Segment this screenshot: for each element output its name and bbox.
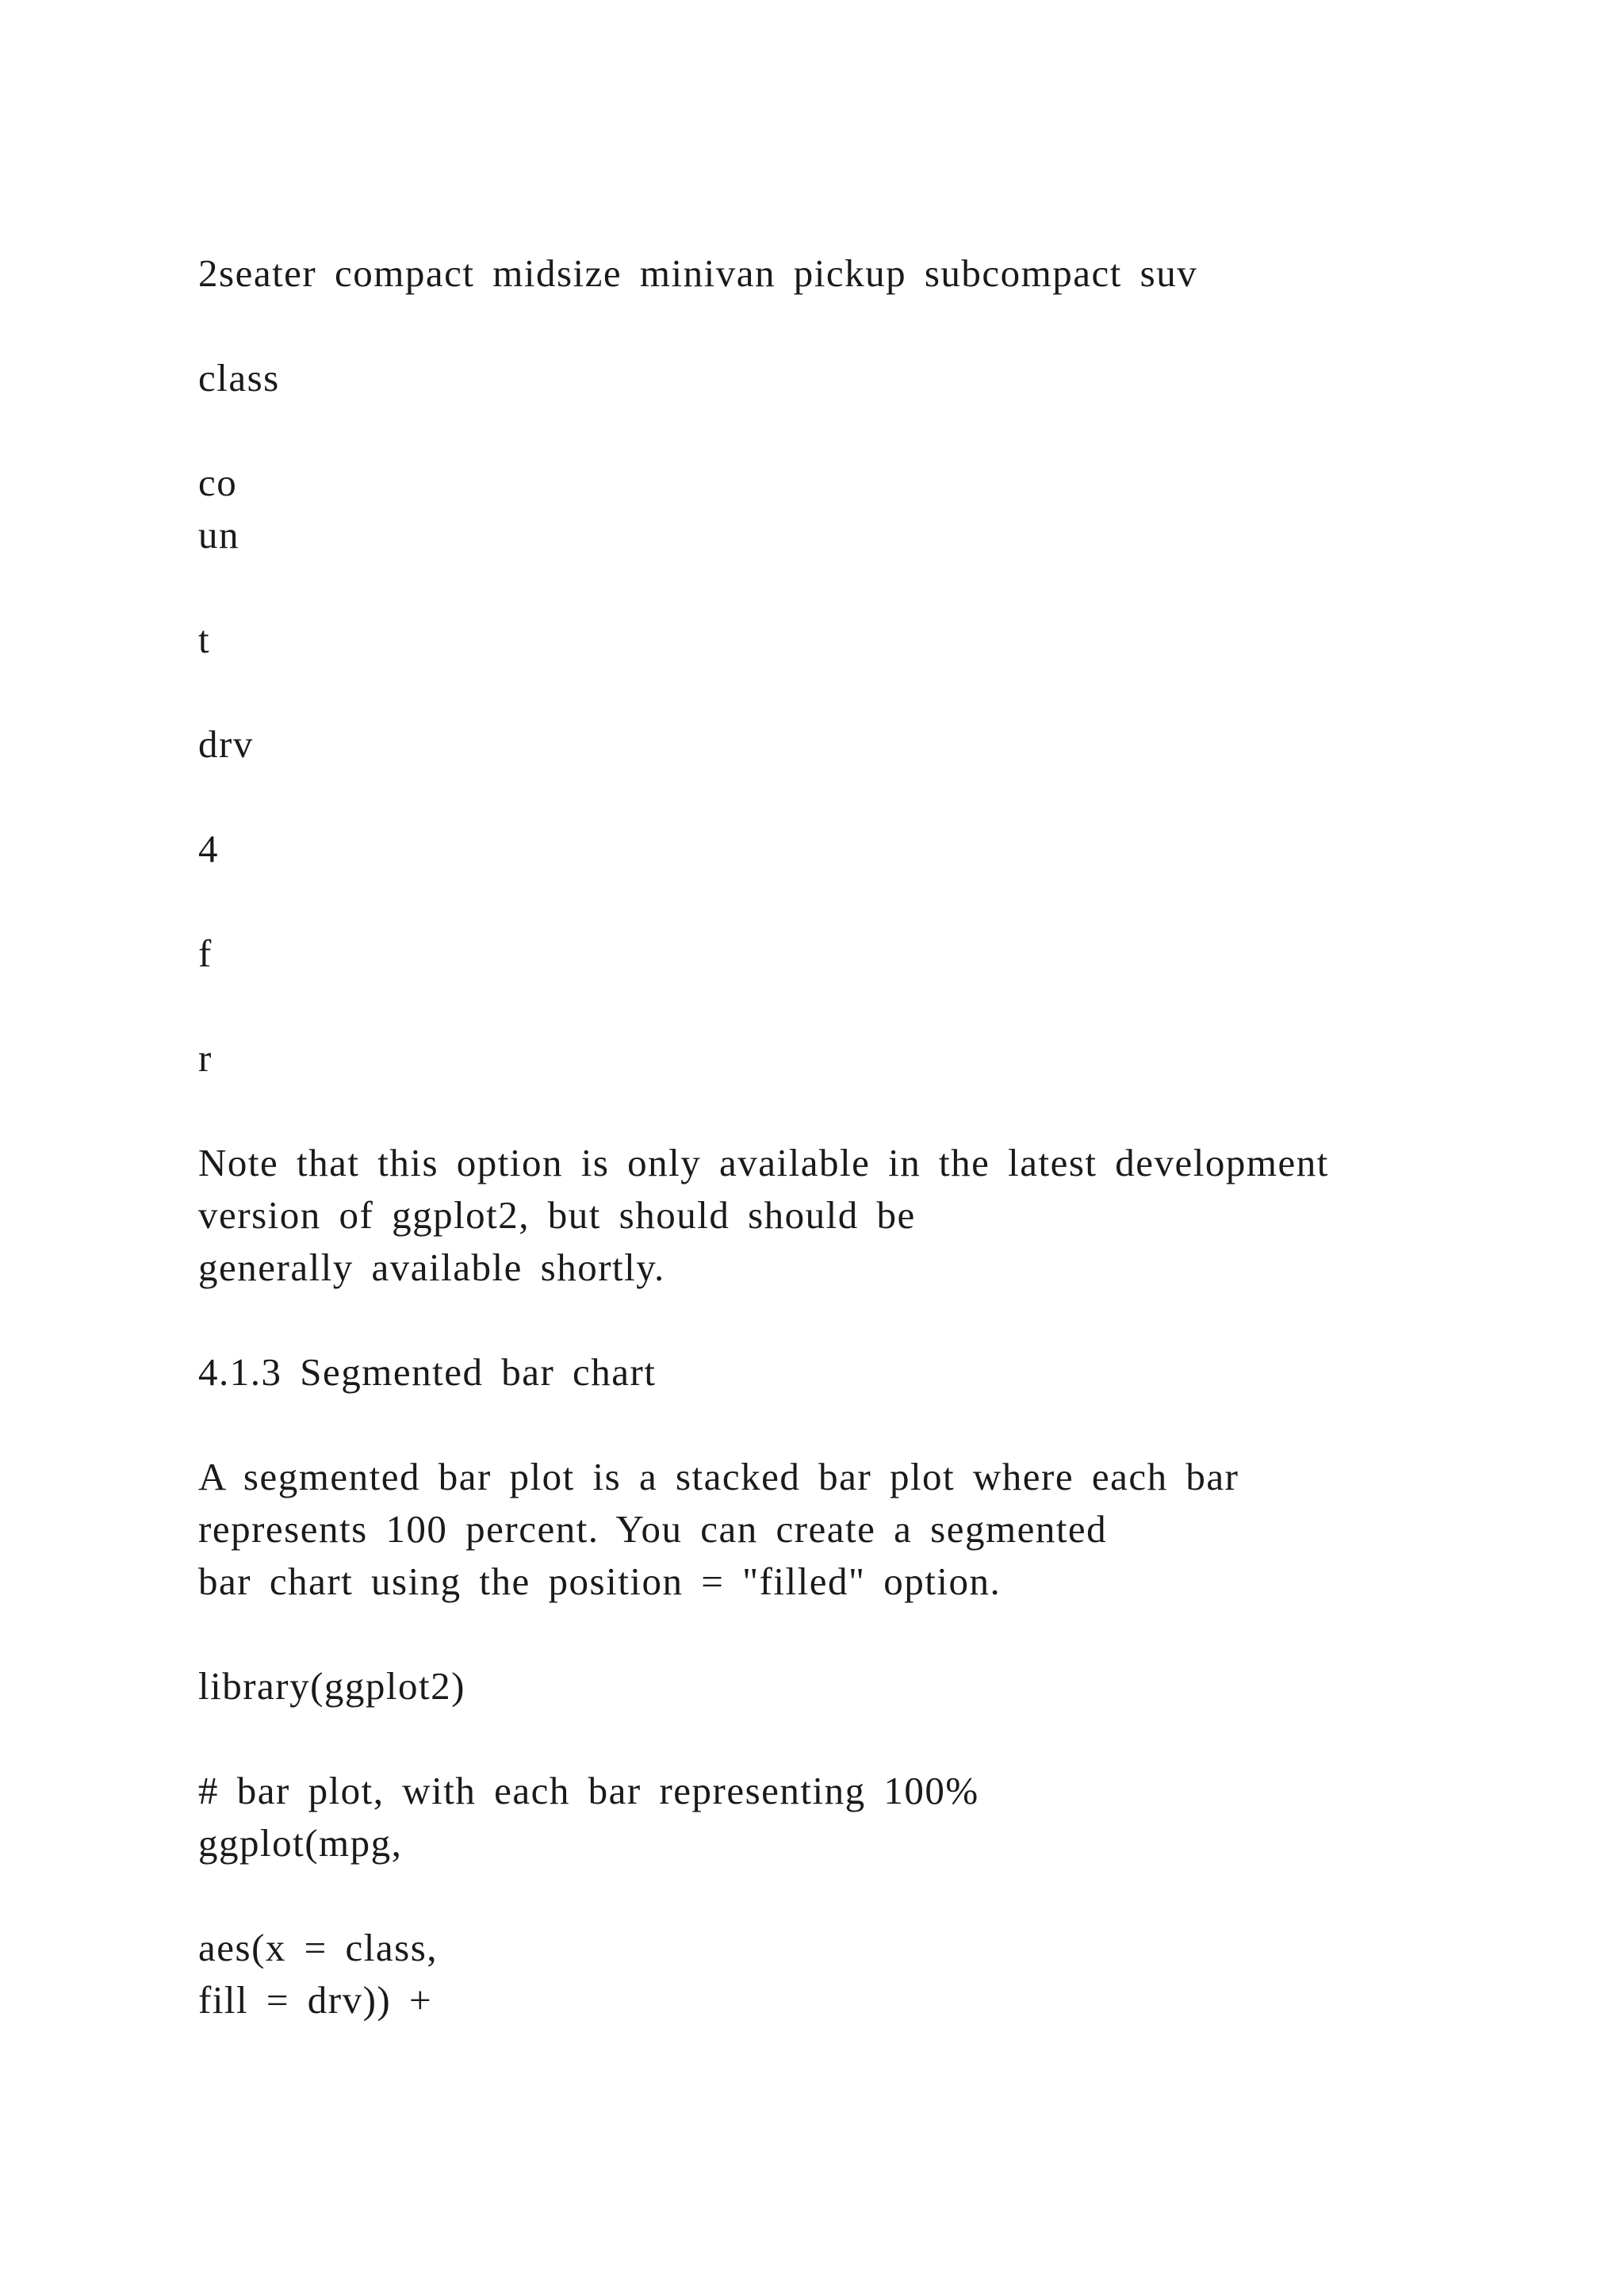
axis-y-title-part-2: un — [198, 513, 239, 557]
axis-y-title-part-1: co — [198, 461, 238, 504]
code-line-library: library(ggplot2) — [198, 1664, 465, 1708]
note-paragraph-line-3: generally available shortly. — [198, 1246, 665, 1289]
axis-category-labels: 2seater compact midsize minivan pickup subcompact suv — [198, 251, 1198, 295]
code-comment: # bar plot, with each bar representing 100% — [198, 1769, 979, 1812]
body-paragraph-line-1: A segmented bar plot is a stacked bar plot where each bar — [198, 1455, 1239, 1498]
body-paragraph-line-2: represents 100 percent. You can create a segmented — [198, 1507, 1108, 1551]
axis-x-title: class — [198, 356, 280, 400]
axis-y-title-part-3: t — [198, 618, 211, 661]
code-line-ggplot: ggplot(mpg, — [198, 1821, 403, 1865]
legend-item-r: r — [198, 1036, 213, 1080]
section-heading: 4.1.3 Segmented bar chart — [198, 1350, 657, 1394]
legend-item-f: f — [198, 932, 213, 975]
legend-item-4: 4 — [198, 827, 219, 871]
code-line-aes: aes(x = class, — [198, 1926, 439, 1969]
legend-title: drv — [198, 722, 254, 766]
code-line-fill: fill = drv)) + — [198, 1978, 433, 2022]
note-paragraph-line-1: Note that this option is only available in the latest development — [198, 1141, 1329, 1184]
note-paragraph-line-2: version of ggplot2, but should should be — [198, 1193, 916, 1237]
body-paragraph-line-3: bar chart using the position = "filled" option. — [198, 1559, 1002, 1603]
